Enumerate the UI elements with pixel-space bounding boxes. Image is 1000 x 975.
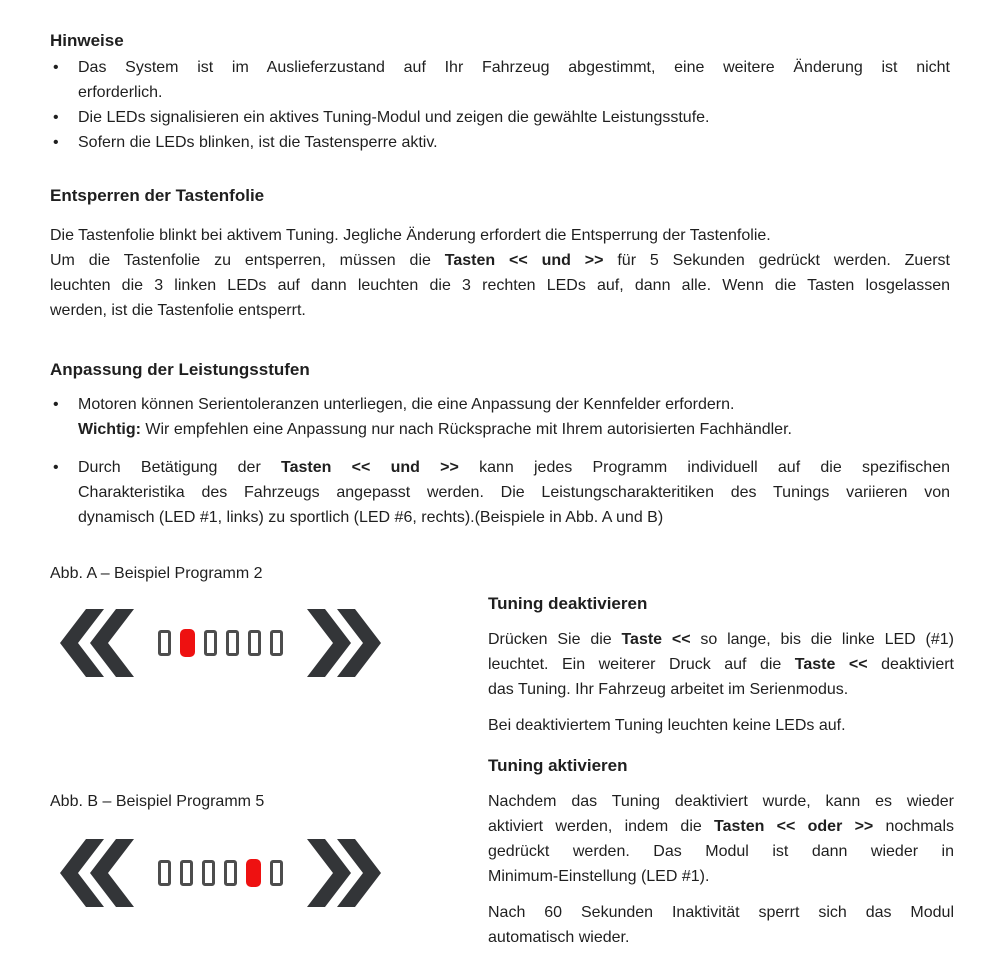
double-chevron-left-icon [60,609,134,677]
section-entsperren [50,185,950,323]
text-line [488,814,954,839]
text-line: Motoren können Serientoleranzen unterliegen, die eine Anpassung der Kennfelder erfordern. [78,396,735,413]
text-line: Nachdem das Tuning deaktiviert wurde, kann es wieder [488,793,954,810]
led-off [158,630,171,656]
led-off [270,630,283,656]
text-line: Charakteristika des Fahrzeugs angepasst werden. Die Leistungscharakteritiken des Tunings variieren von [78,484,950,501]
entsperren-paragraph [50,223,950,323]
double-chevron-left-icon [60,839,134,907]
led-off [224,860,237,886]
led-on [246,859,261,887]
led-off [204,630,217,656]
deaktivieren-heading: Tuning deaktivieren [488,594,648,613]
led-off [248,630,261,656]
list-item [50,392,950,442]
figure-b-caption: Abb. B – Beispiel Programm 5 [50,793,265,810]
text-line: leuchten die 3 linken LEDs auf dann leuchten die 3 rechten LEDs auf, dann alle. Wenn die Tasten losgelassen [50,277,950,294]
deaktivieren-note: Bei deaktiviertem Tuning leuchten keine LEDs auf. [488,717,846,734]
text-line [78,417,950,442]
list-item [50,455,950,530]
led-off [202,860,215,886]
led-off [180,860,193,886]
text-span: Durch Betätigung der [78,459,282,476]
entsperren-heading: Entsperren der Tastenfolie [50,186,265,205]
text-span: kann jedes Programm individuell auf die spezifischen [458,459,951,476]
figures-area [50,547,955,975]
hinweise-heading: Hinweise [50,31,124,50]
text-line: das Tuning. Ihr Fahrzeug arbeitet im Serienmodus. [488,681,849,698]
text-line [78,455,950,480]
text-line: Sofern die LEDs blinken, ist die Tastensperre aktiv. [78,134,438,151]
led-on [180,629,195,657]
anpassung-list [50,392,950,530]
text-line [488,627,954,652]
section-anpassung [50,359,950,530]
tuning-instructions-column [488,591,954,950]
text-line: erforderlich. [78,84,163,101]
text-line [50,248,950,273]
wichtig-label: Wichtig: [78,421,141,438]
section-hinweise [50,30,950,155]
bold-keys-text: Tasten << und >> [444,252,604,269]
anpassung-heading: Anpassung der Leistungsstufen [50,360,310,379]
deaktivieren-paragraph [488,627,954,702]
text-line: werden, ist die Tastenfolie entsperrt. [50,302,306,319]
text-span: so lange, bis die linke LED (#1) [690,631,954,648]
text-line: Die Tastenfolie blinkt bei aktivem Tuning. Jegliche Änderung erfordert die Entsperrung der Tastenfolie. [50,227,771,244]
text-line: automatisch wieder. [488,929,630,946]
bold-keys-text: Tasten << oder >> [714,818,874,835]
text-span: Um die Tastenfolie zu entsperren, müssen die [50,252,445,269]
bold-keys-text: Tasten << und >> [281,459,459,476]
bullet-icon: • [53,396,59,413]
text-span: Drücken Sie die [488,631,622,648]
led-off [270,860,283,886]
double-chevron-right-icon [307,609,381,677]
aktivieren-heading: Tuning aktivieren [488,756,628,775]
text-line: Die LEDs signalisieren ein aktives Tuning-Modul und zeigen die gewählte Leistungsstufe. [78,109,710,126]
aktivieren-note [488,900,954,950]
led-row [158,859,283,887]
list-item [50,55,950,105]
text-span: leuchtet. Ein weiterer Druck auf die [488,656,795,673]
text-span: aktiviert werden, indem die [488,818,715,835]
figure-a-caption: Abb. A – Beispiel Programm 2 [50,565,263,582]
led-row [158,629,283,657]
led-off [226,630,239,656]
text-line: Nach 60 Sekunden Inaktivität sperrt sich das Modul [488,904,954,921]
text-line [488,652,954,677]
bullet-icon: • [53,134,59,151]
text-span: Wir empfehlen eine Anpassung nur nach Rücksprache mit Ihrem autorisierten Fachhändler. [140,421,792,438]
bullet-icon: • [53,459,59,476]
text-line: dynamisch (LED #1, links) zu sportlich (LED #6, rechts).(Beispiele in Abb. A und B) [78,509,664,526]
list-item [50,130,950,155]
bullet-icon: • [53,59,59,76]
text-line: Minimum-Einstellung (LED #1). [488,868,710,885]
bold-keys-text: Taste << [794,656,868,673]
text-span: nochmals [873,818,955,835]
list-item [50,105,950,130]
bold-keys-text: Taste << [621,631,691,648]
figure-b-led-display [60,839,381,907]
text-line: gedrückt werden. Das Modul ist dann wieder in [488,843,954,860]
text-span: deaktiviert [867,656,954,673]
text-line: Das System ist im Auslieferzustand auf Ihr Fahrzeug abgestimmt, eine weitere Änderung ist nicht [78,59,950,76]
figure-a-led-display [60,609,381,677]
aktivieren-paragraph [488,789,954,889]
double-chevron-right-icon [307,839,381,907]
led-off [158,860,171,886]
bullet-icon: • [53,109,59,126]
hinweise-list [50,55,950,155]
text-span: für 5 Sekunden gedrückt werden. Zuerst [603,252,950,269]
